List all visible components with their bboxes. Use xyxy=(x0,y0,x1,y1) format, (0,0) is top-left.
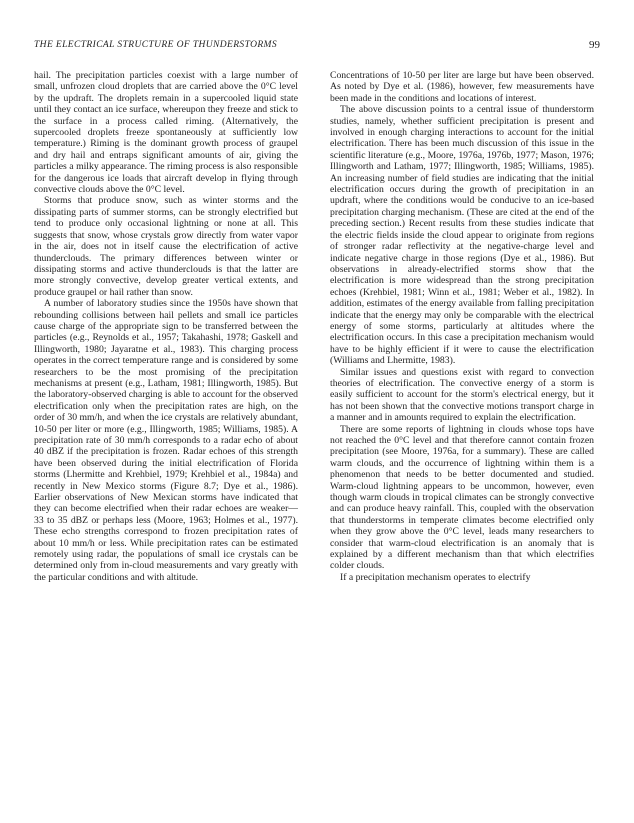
paragraph: The above discussion points to a central issue of thunderstorm studies, namely, whether sufficient precipitation is present and involved in enough charging interactions to account for the initial electrification. There has been much discussion of this issue in the scientific literature (e.g., Moore, 1976a, 1976b, 1977; Mason, 1976; Illingworth and Latham, 1977; Illingworth, 1985; Williams, 1985). An increasing number of field studies are indicating that the initial electrification occurs during the growth of precipitation in an updraft, where the conditions would be conducive to an ice-based precipitation charging mechanism. (These are cited at the end of the preceding section.) Recent results from these studies indicate that the electric fields inside the cloud appear to originate from regions of stronger radar reflectivity at the negative-charge level and indicate negative charge in those regions (Dye et al., 1986). But observations in already-electrified storms show that the electrification is more widespread than the strong precipitation echoes (Krehbiel, 1981; Winn et al., 1981; Weber et al., 1982). In addition, estimates of the energy available from falling precipitation indicate that the energy may only be comparable with the electrical energy of some storms, particularly at altitudes where the electrification occurs. In this case a precipitation mechanism would have to be highly efficient if it were to cause the electrification (Williams and Lhermitte, 1983). xyxy=(330,104,594,367)
running-title: THE ELECTRICAL STRUCTURE OF THUNDERSTORMS xyxy=(34,40,278,50)
running-header xyxy=(34,40,600,54)
paragraph: Storms that produce snow, such as winter storms and the dissipating parts of summer storms, can be strongly electrified but tend to produce only occasional lightning or none at all. This suggests that snow, whose crystals grow directly from water vapor in the air, does not in itself cause the electrification of active thunderclouds. The primary differences between winter or dissipating storms and active thunderclouds is that the latter are more strongly convective, develop greater vertical extents, and produce graupel or hail rather than snow. xyxy=(34,195,298,298)
paragraph: Concentrations of 10-50 per liter are large but have been observed. As noted by Dye et al. (1986), however, few measurements have been made in the conditions and locations of interest. xyxy=(330,70,594,104)
paragraph: hail. The precipitation particles coexist with a large number of small, unfrozen cloud droplets that are carried above the 0°C level by the updraft. The droplets remain in a supercooled liquid state until they contact an ice surface, whereupon they freeze and stick to the surface in a process called riming. (Alternatively, the supercooled droplets freeze spontaneously at sufficiently low temperature.) Riming is the dominant growth process of graupel and dry hail and entraps significant amounts of air, giving the particles a milky appearance. The riming process is also responsible for the dangerous ice loads that aircraft develop in flying through convective clouds above the 0°C level. xyxy=(34,70,298,196)
paragraph: There are some reports of lightning in clouds whose tops have not reached the 0°C level and that therefore cannot contain frozen precipitation (see Moore, 1976a, for a summary). These are called warm clouds, and the occurrence of lightning within them is a phenomenon that needs to be better documented and studied. Warm-cloud lightning appears to be uncommon, however, even though warm clouds in tropical climates can be strongly convective and can produce heavy rainfall. This, coupled with the observation that thunderstorms in temperate climates become electrified only when they grow above the 0°C level, leads many researchers to consider that warm-cloud electrification is an anomaly that is explained by a different mechanism than that which electrifies colder clouds. xyxy=(330,423,594,572)
paragraph: Similar issues and questions exist with regard to convection theories of electrification. The convective energy of a storm is easily sufficient to account for the storm's electrical energy, but it has not been shown that the convective motions transport charge in a manner and in amounts required to explain the electrification. xyxy=(330,366,594,424)
page-number: 99 xyxy=(589,39,600,51)
right-column xyxy=(330,70,594,583)
paragraph: If a precipitation mechanism operates to electrify xyxy=(340,571,531,583)
paragraph: A number of laboratory studies since the 1950s have shown that rebounding collisions between hail pellets and small ice particles cause charge of the appropriate sign to be transferred between the particles (e.g., Reynolds et al., 1957; Takahashi, 1978; Gaskell and Illingworth, 1980; Jayaratne et al., 1983). This charging process operates in the correct temperature range and is considered by some researchers to be the most promising of the precipitation mechanisms at present (e.g., Latham, 1981; Illingworth, 1985). But the laboratory-observed charging is able to account for the observed electrification only when the precipitation rates are high, on the order of 30 mm/h, and when the ice crystals are relatively abundant, 10-50 per liter or more (e.g., Illingworth, 1985; Williams, 1985). A precipitation rate of 30 mm/h corresponds to a radar echo of about 40 dBZ if the precipitation is frozen. Radar echoes of this strength have been observed during the initial electrification of Florida storms (Lhermitte and Krehbiel, 1979; Krehbiel et al., 1984a) and recently in New Mexico storms (Figure 8.7; Dye et al., 1986). Earlier observations of New Mexican storms have indicated that they can become electrified when their radar echoes are weaker—33 to 35 dBZ or perhaps less (Moore, 1963; Holmes et al., 1977). These echo strengths correspond to frozen precipitation rates of about 10 mm/h or less. While precipitation rates can be estimated remotely using radar, the populations of small ice crystals can be determined only from in-cloud measurements and vary greatly with the particular conditions and with altitude. xyxy=(34,298,298,583)
left-column xyxy=(34,70,298,583)
